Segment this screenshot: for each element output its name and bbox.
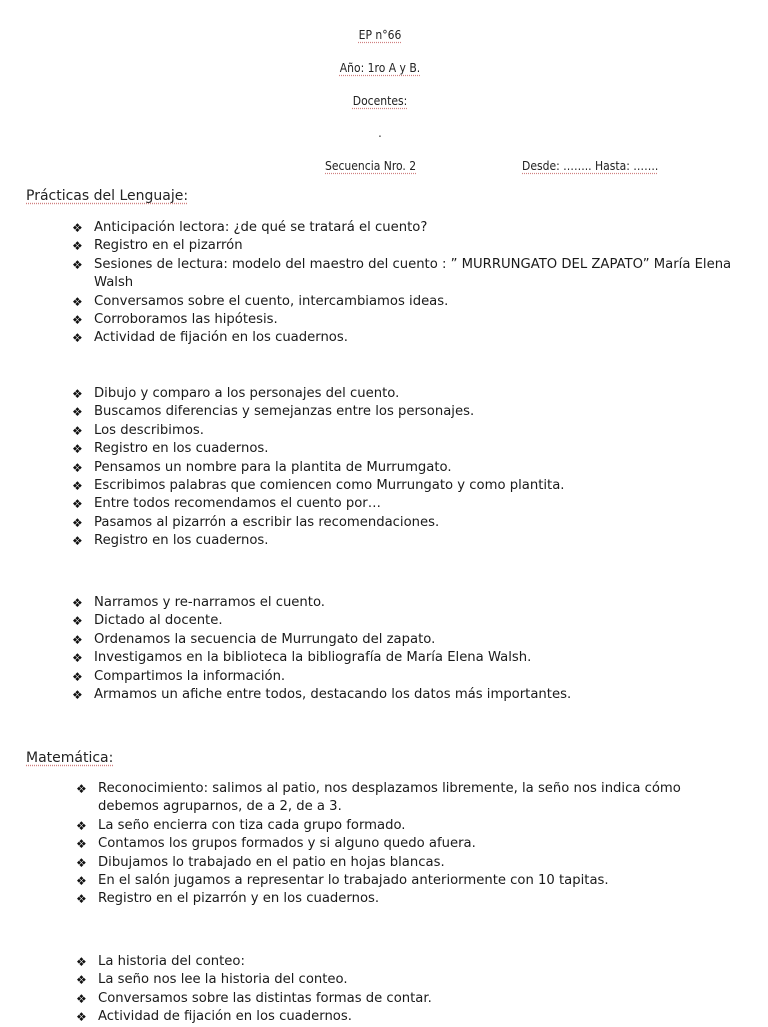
list-item <box>76 854 738 872</box>
list-item <box>72 532 754 550</box>
list-item-text: Actividad de fijación en los cuadernos. <box>94 330 348 346</box>
list-item-text: Pensamos un nombre para la plantita de Murrumgato. <box>94 459 452 475</box>
list-item <box>76 890 738 908</box>
lenguaje-activity-list-2 <box>72 385 754 551</box>
list-item <box>76 817 738 835</box>
list-item <box>72 440 754 458</box>
diamond-bullet-icon: ❖ <box>76 955 87 969</box>
section-title-lenguaje: Prácticas del Lenguaje: <box>26 188 189 204</box>
list-item <box>76 953 738 971</box>
list-item <box>72 631 754 649</box>
sequence-number: Secuencia Nro. 2 <box>325 159 417 173</box>
school-year: Año: 1ro A y B. <box>339 61 421 75</box>
list-item <box>76 990 738 1008</box>
list-item-text: Escribimos palabras que comiencen como Murrungato y como plantita. <box>94 478 565 494</box>
diamond-bullet-icon: ❖ <box>72 632 83 647</box>
diamond-bullet-icon: ❖ <box>72 688 83 703</box>
list-item <box>76 971 738 989</box>
diamond-bullet-icon: ❖ <box>72 669 83 684</box>
list-item <box>72 385 754 403</box>
list-item-text: Ordenamos la secuencia de Murrungato del zapato. <box>94 631 436 647</box>
list-item-text: En el salón jugamos a representar lo trabajado anteriormente con 10 tapitas. <box>98 873 609 889</box>
diamond-bullet-icon: ❖ <box>72 239 83 254</box>
list-item <box>72 256 754 293</box>
diamond-bullet-icon: ❖ <box>72 515 83 530</box>
list-item-text: Narramos y re-narramos el cuento. <box>94 595 325 610</box>
list-item <box>76 835 738 853</box>
list-item-text: Dibujamos lo trabajado en el patio en hojas blancas. <box>98 854 445 870</box>
diamond-bullet-icon: ❖ <box>72 479 83 494</box>
diamond-bullet-icon: ❖ <box>72 405 83 420</box>
list-item <box>72 422 754 440</box>
list-item-text: Registro en el pizarrón <box>94 238 243 254</box>
diamond-bullet-icon: ❖ <box>72 331 83 346</box>
list-item-text: Conversamos sobre el cuento, intercambiamos ideas. <box>94 293 449 309</box>
date-range: Desde: …….. Hasta: ……. <box>522 159 659 173</box>
list-item <box>72 329 754 347</box>
diamond-bullet-icon: ❖ <box>72 596 83 610</box>
list-item <box>72 311 754 329</box>
diamond-bullet-icon: ❖ <box>72 313 83 328</box>
matematica-activity-list-2 <box>76 953 738 1027</box>
list-item <box>72 612 754 630</box>
list-item <box>72 594 754 612</box>
diamond-bullet-icon: ❖ <box>72 651 83 666</box>
teachers-placeholder: . <box>378 126 382 140</box>
list-item-text: Dictado al docente. <box>94 613 223 629</box>
list-item-text: La historia del conteo: <box>98 954 245 969</box>
list-item <box>72 649 754 667</box>
diamond-bullet-icon: ❖ <box>76 874 87 889</box>
section-title-matematica: Matemática: <box>26 750 114 766</box>
diamond-bullet-icon: ❖ <box>72 460 83 475</box>
list-item <box>72 293 754 311</box>
list-item-text: Entre todos recomendamos el cuento por… <box>94 496 381 512</box>
diamond-bullet-icon: ❖ <box>72 614 83 629</box>
diamond-bullet-icon: ❖ <box>76 1010 87 1025</box>
school-name: EP n°66 <box>358 28 402 42</box>
list-item <box>72 219 754 237</box>
diamond-bullet-icon: ❖ <box>76 973 87 988</box>
diamond-bullet-icon: ❖ <box>72 534 83 549</box>
list-item-text: La seño encierra con tiza cada grupo formado. <box>98 817 406 833</box>
diamond-bullet-icon: ❖ <box>76 991 87 1006</box>
list-item <box>72 403 754 421</box>
list-item <box>72 237 754 255</box>
list-item-text: Armamos un afiche entre todos, destacando los datos más importantes. <box>94 687 572 703</box>
lenguaje-activity-list-1 <box>72 219 754 348</box>
list-item-text: La seño nos lee la historia del conteo. <box>98 972 348 988</box>
list-item-text: Pasamos al pizarrón a escribir las recomendaciones. <box>94 514 440 530</box>
diamond-bullet-icon: ❖ <box>72 257 83 272</box>
teachers-label: Docentes: <box>352 94 408 108</box>
lenguaje-activity-list-3 <box>72 594 754 704</box>
list-item-text: Dibujo y comparo a los personajes del cuento. <box>94 386 400 401</box>
diamond-bullet-icon: ❖ <box>72 497 83 512</box>
diamond-bullet-icon: ❖ <box>72 221 83 235</box>
matematica-activity-list-1 <box>76 780 738 909</box>
diamond-bullet-icon: ❖ <box>76 818 87 833</box>
diamond-bullet-icon: ❖ <box>72 442 83 457</box>
list-item-text: Sesiones de lectura: modelo del maestro del cuento : ” MURRUNGATO DEL ZAPATO” María Elena Walsh <box>94 256 732 291</box>
diamond-bullet-icon: ❖ <box>72 387 83 401</box>
list-item <box>72 514 754 532</box>
diamond-bullet-icon: ❖ <box>72 294 83 309</box>
list-item-text: Compartimos la información. <box>94 668 286 684</box>
list-item-text: Investigamos en la biblioteca la bibliografía de María Elena Walsh. <box>94 650 532 666</box>
list-item-text: Buscamos diferencias y semejanzas entre los personajes. <box>94 404 475 420</box>
list-item-text: Actividad de fijación en los cuadernos. <box>98 1009 352 1025</box>
list-item <box>76 872 738 890</box>
list-item-text: Los describimos. <box>94 422 204 438</box>
list-item-text: Registro en el pizarrón y en los cuadernos. <box>98 891 380 907</box>
list-item <box>72 495 754 513</box>
list-item <box>72 668 754 686</box>
diamond-bullet-icon: ❖ <box>76 837 87 852</box>
list-item-text: Registro en los cuadernos. <box>94 441 269 457</box>
list-item-text: Anticipación lectora: ¿de qué se tratará el cuento? <box>94 220 428 235</box>
diamond-bullet-icon: ❖ <box>76 892 87 907</box>
diamond-bullet-icon: ❖ <box>76 782 87 796</box>
list-item-text: Reconocimiento: salimos al patio, nos desplazamos libremente, la seño nos indica cómo debemos agruparnos, de a 2, de a 3. <box>98 781 681 815</box>
list-item <box>72 686 754 704</box>
list-item-text: Corroboramos las hipótesis. <box>94 312 278 328</box>
list-item-text: Contamos los grupos formados y si alguno quedo afuera. <box>98 836 476 852</box>
diamond-bullet-icon: ❖ <box>72 423 83 438</box>
list-item-text: Registro en los cuadernos. <box>94 533 269 549</box>
list-item-text: Conversamos sobre las distintas formas de contar. <box>98 990 432 1006</box>
list-item <box>72 459 754 477</box>
list-item <box>76 780 738 817</box>
diamond-bullet-icon: ❖ <box>76 855 87 870</box>
list-item <box>72 477 754 495</box>
